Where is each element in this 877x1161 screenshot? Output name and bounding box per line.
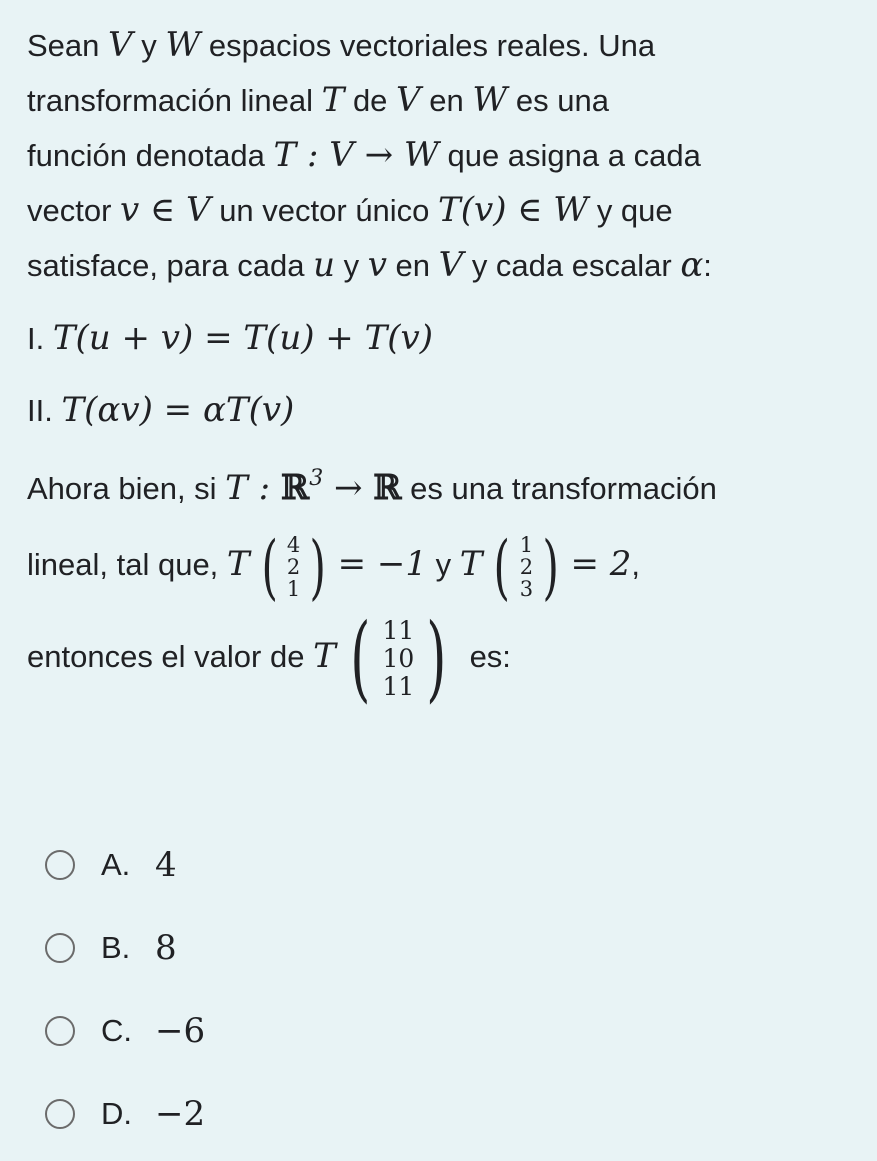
text: de <box>344 83 397 118</box>
option-a[interactable] <box>45 843 177 887</box>
option-value: 4 <box>155 845 177 885</box>
option-value: 8 <box>155 928 177 968</box>
text: Sean <box>27 28 109 63</box>
text: en <box>420 83 473 118</box>
math-W: W <box>472 80 508 120</box>
value-1: = −1 <box>337 544 428 585</box>
text: y cada escalar <box>463 248 681 283</box>
vector-entry: 3 <box>519 577 534 601</box>
option-letter: D. <box>101 1096 132 1131</box>
question-line-8 <box>27 468 717 509</box>
option-value: −6 <box>155 1011 206 1051</box>
math-T-colon: T : <box>225 468 281 508</box>
text: , <box>631 547 641 583</box>
item-label: I. <box>27 321 45 356</box>
vector-entry: 4 <box>286 533 301 557</box>
question-line-4 <box>27 190 673 231</box>
math-map: T : V → W <box>273 135 439 175</box>
text: entonces el valor de <box>27 639 314 675</box>
vector-1: ( 4 2 1 ) <box>261 526 327 608</box>
math-v: v <box>367 245 387 285</box>
question-line-5 <box>27 245 712 286</box>
text: lineal, tal que, <box>27 547 227 583</box>
option-letter: A. <box>101 847 131 882</box>
vector-entry: 11 <box>382 616 415 645</box>
text: y <box>427 547 460 583</box>
option-letter: C. <box>101 1013 132 1048</box>
text: : <box>703 248 712 283</box>
math-T: T <box>321 80 345 120</box>
math-alpha: α <box>680 245 704 285</box>
math-exponent: 3 <box>309 466 324 491</box>
math-arrow: → <box>323 468 374 508</box>
math-V: V <box>108 25 133 65</box>
vector-2: ( 1 2 3 ) <box>493 526 559 608</box>
text: un vector único <box>210 193 439 228</box>
radio-button-a[interactable] <box>45 850 75 880</box>
radio-button-d[interactable] <box>45 1099 75 1129</box>
math-V: V <box>396 80 421 120</box>
question-line-10 <box>27 604 511 713</box>
math-T: T <box>226 544 250 585</box>
text: y que <box>588 193 673 228</box>
option-value: −2 <box>155 1094 206 1134</box>
text: es: <box>460 639 511 675</box>
text: satisface, para cada <box>27 248 314 283</box>
text: espacios vectoriales reales. Una <box>200 28 656 63</box>
math-Tv-in-W: T(v) ∈ W <box>438 190 589 230</box>
vector-entry: 1 <box>286 577 301 601</box>
item-label: II. <box>27 393 53 428</box>
option-c[interactable] <box>45 1009 205 1053</box>
math-W: W <box>165 25 201 65</box>
math-v-in-V: v ∈ V <box>120 190 211 230</box>
question-line-1 <box>27 25 655 66</box>
equation-additivity: T(u + v) = T(u) + T(v) <box>52 318 434 358</box>
math-u: u <box>313 245 335 285</box>
text: en <box>386 248 439 283</box>
question-line-3 <box>27 135 701 176</box>
property-2 <box>27 390 294 431</box>
property-1 <box>27 318 433 359</box>
text: Ahora bien, si <box>27 471 226 506</box>
text: que asigna a cada <box>438 138 701 173</box>
equation-homogeneity: T(αv) = αT(v) <box>61 390 295 430</box>
math-V: V <box>438 245 464 285</box>
value-2: = 2 <box>570 544 632 585</box>
text: es una transformación <box>401 471 717 506</box>
radio-button-b[interactable] <box>45 933 75 963</box>
question-line-2 <box>27 80 609 121</box>
vector-entry: 10 <box>382 644 415 673</box>
text: y <box>132 28 166 63</box>
radio-button-c[interactable] <box>45 1016 75 1046</box>
option-letter: B. <box>101 930 131 965</box>
text: función denotada <box>27 138 274 173</box>
question-line-9 <box>27 526 641 608</box>
vector-entry: 1 <box>519 533 534 557</box>
text: vector <box>27 193 121 228</box>
vector-entry: 2 <box>519 555 534 579</box>
option-d[interactable] <box>45 1092 205 1136</box>
text: es una <box>507 83 609 118</box>
math-T: T <box>313 636 336 677</box>
vector-3: ( 11 10 11 ) <box>350 604 447 713</box>
math-R: ℝ <box>373 468 402 508</box>
option-b[interactable] <box>45 926 177 970</box>
vector-entry: 2 <box>286 555 301 579</box>
text: transformación lineal <box>27 83 322 118</box>
math-R3: ℝ <box>280 468 310 508</box>
text: y <box>334 248 368 283</box>
vector-entry: 11 <box>382 672 415 701</box>
math-T: T <box>459 544 483 585</box>
